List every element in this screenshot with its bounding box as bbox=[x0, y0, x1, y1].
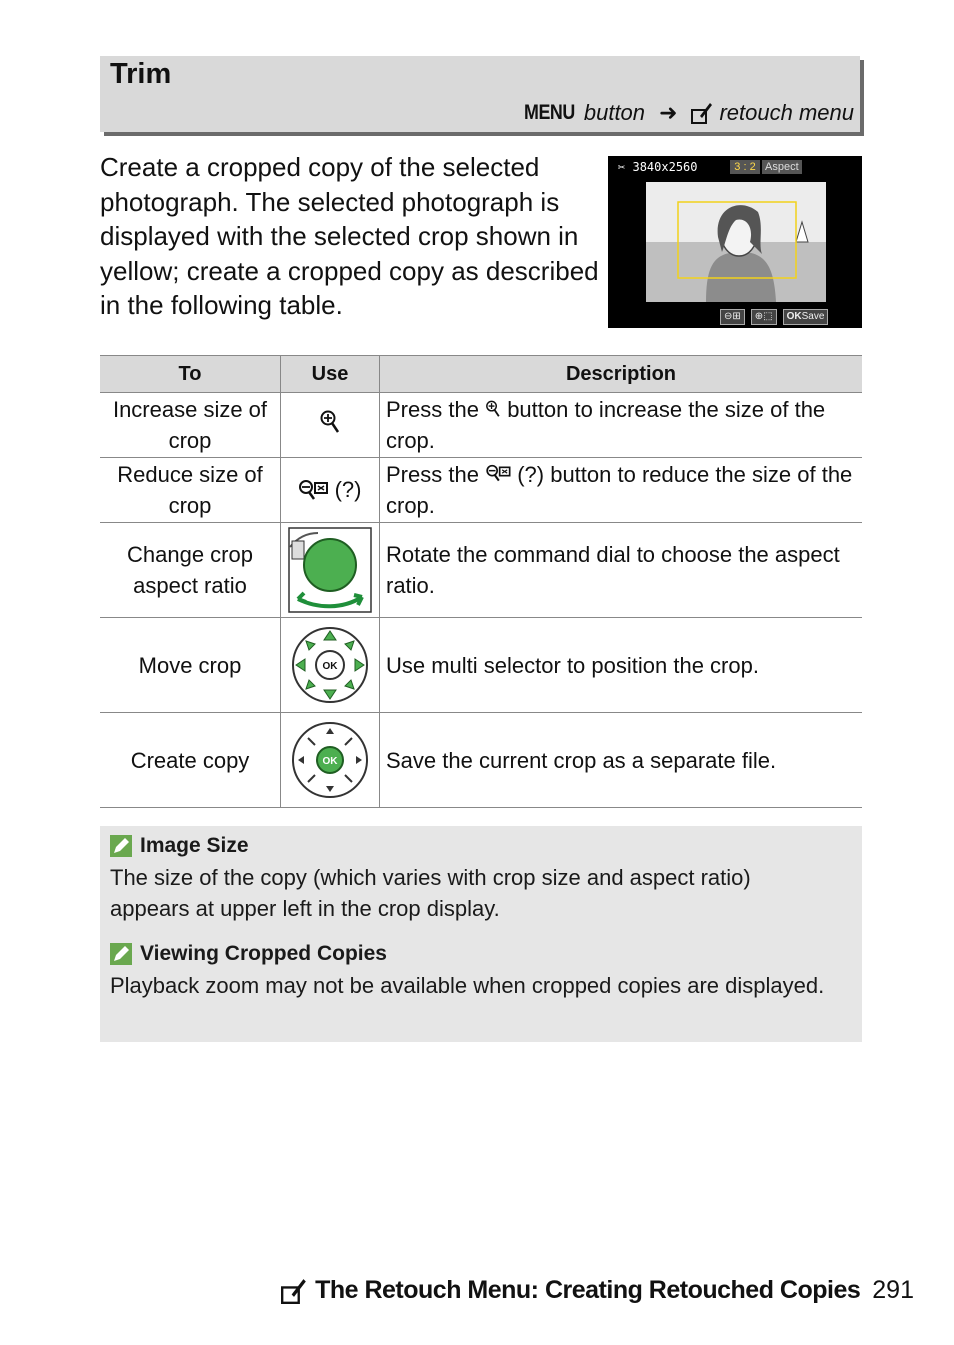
header-use: Use bbox=[281, 356, 380, 393]
menu-button-label: MENU bbox=[524, 101, 575, 124]
row-to: Create copy bbox=[100, 713, 281, 808]
scissors-icon: ✂ bbox=[618, 160, 626, 174]
operations-table bbox=[100, 355, 862, 808]
note-body: The size of the copy (which varies with crop size and aspect ratio) appears at upper left in the crop display. bbox=[110, 865, 751, 921]
menu-path-button: button bbox=[583, 100, 646, 125]
header-description: Description bbox=[380, 356, 863, 393]
table-row bbox=[100, 523, 862, 618]
command-dial-icon bbox=[288, 527, 372, 613]
pencil-note-icon bbox=[110, 943, 132, 965]
row-use bbox=[281, 458, 380, 523]
header-to: To bbox=[100, 356, 281, 393]
svg-text:OK: OK bbox=[322, 661, 338, 672]
zoom-out-thumbnail-icon bbox=[298, 479, 328, 503]
page-footer bbox=[281, 1276, 914, 1305]
menu-path bbox=[524, 100, 854, 126]
row-to: Reduce size of crop bbox=[100, 458, 281, 523]
crop-display-screenshot bbox=[608, 156, 862, 328]
row-description: Rotate the command dial to choose the aspect ratio. bbox=[380, 523, 863, 618]
help-key-label: (?) bbox=[334, 476, 362, 502]
note-body: Playback zoom may not be available when cropped copies are displayed. bbox=[110, 973, 825, 998]
row-description: Press the (?) button to reduce the size of the crop. bbox=[380, 458, 863, 523]
row-use bbox=[281, 523, 380, 618]
pencil-note-icon bbox=[110, 835, 132, 857]
multi-selector-icon bbox=[291, 626, 369, 704]
table-row bbox=[100, 393, 862, 458]
row-to: Change crop aspect ratio bbox=[100, 523, 281, 618]
notes-box bbox=[100, 826, 862, 1042]
page-number: 291 bbox=[872, 1276, 914, 1304]
section-header bbox=[100, 56, 860, 132]
retouch-icon bbox=[691, 102, 713, 124]
zoom-out-thumbnail-icon bbox=[485, 464, 511, 484]
table-header-row bbox=[100, 356, 862, 393]
save-button-hint: OKSave bbox=[783, 309, 829, 325]
page-title: Trim bbox=[110, 58, 172, 90]
menu-path-retouch: retouch menu bbox=[719, 100, 854, 125]
intro-text: Create a cropped copy of the selected photograph. The selected photograph is displayed with the selected crop shown in yellow; create a cropped copy as described in the following table. bbox=[100, 152, 599, 320]
zoom-in-icon bbox=[485, 399, 501, 419]
aspect-label: Aspect bbox=[762, 160, 802, 174]
image-size-readout bbox=[618, 160, 698, 174]
zoom-in-button-hint: ⊕⬚ bbox=[751, 309, 777, 325]
aspect-ratio-value: 3 : 2 bbox=[730, 160, 760, 174]
photo-preview bbox=[646, 182, 826, 302]
retouch-icon bbox=[281, 1278, 307, 1304]
svg-text:OK: OK bbox=[322, 756, 338, 767]
table-row bbox=[100, 458, 862, 523]
screen-button-bar bbox=[720, 309, 828, 325]
row-description: Save the current crop as a separate file. bbox=[380, 713, 863, 808]
row-to: Increase size of crop bbox=[100, 393, 281, 458]
note-viewing-cropped bbox=[110, 942, 830, 1001]
table-row bbox=[100, 618, 862, 713]
note-image-size bbox=[110, 834, 830, 924]
note-title: Image Size bbox=[140, 834, 249, 857]
arrow-icon: ➜ bbox=[659, 100, 678, 125]
row-use bbox=[281, 713, 380, 808]
row-description: Press the button to increase the size of the crop. bbox=[380, 393, 863, 458]
zoom-out-button-hint: ⊖⊞ bbox=[720, 309, 745, 325]
row-description: Use multi selector to position the crop. bbox=[380, 618, 863, 713]
note-title: Viewing Cropped Copies bbox=[140, 942, 387, 965]
footer-title: The Retouch Menu: Creating Retouched Copies bbox=[315, 1276, 861, 1304]
zoom-in-icon bbox=[319, 409, 341, 435]
row-use bbox=[281, 393, 380, 458]
row-to: Move crop bbox=[100, 618, 281, 713]
ok-button-icon bbox=[291, 721, 369, 799]
image-size-value: 3840x2560 bbox=[632, 160, 698, 174]
table-row bbox=[100, 713, 862, 808]
row-use bbox=[281, 618, 380, 713]
